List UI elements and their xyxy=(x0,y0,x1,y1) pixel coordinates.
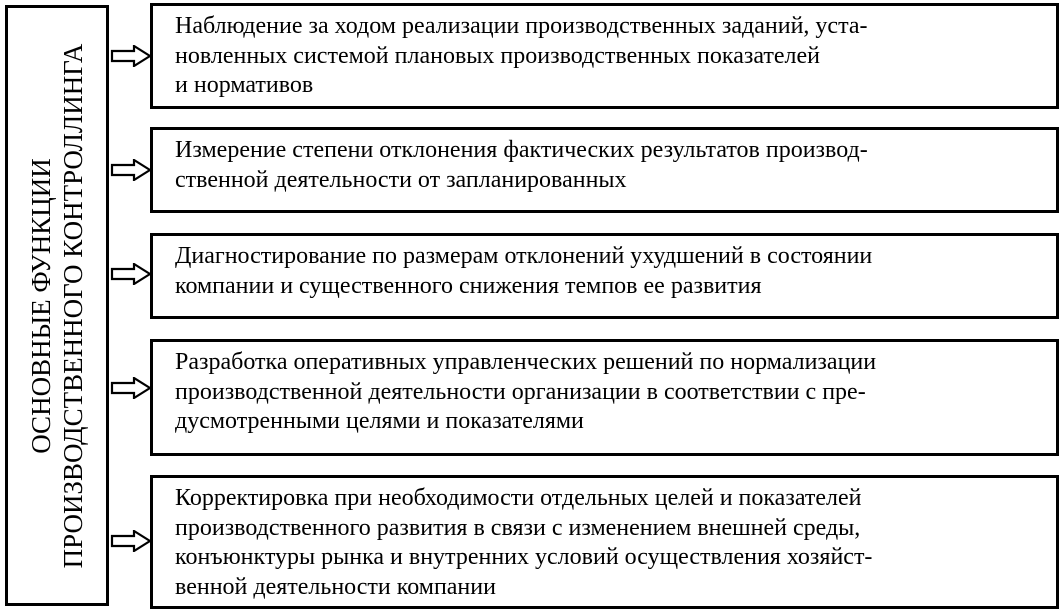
function-text-line: Наблюдение за ходом реализации производственных заданий, уста- xyxy=(175,13,868,39)
arrow-right-icon xyxy=(110,377,152,399)
function-text-line: Корректировка при необходимости отдельных целей и показателей xyxy=(175,485,862,511)
function-text-line: новленных системой плановых производственных показателей xyxy=(175,42,820,69)
function-box-correction xyxy=(150,475,1059,609)
arrow-right-icon xyxy=(110,159,152,181)
arrow-right-icon xyxy=(110,263,152,285)
function-box-observation xyxy=(150,3,1059,109)
function-text-line: ственной деятельности от запланированных xyxy=(175,166,627,193)
function-box-measurement xyxy=(150,127,1059,213)
arrow-right-icon xyxy=(110,45,152,67)
function-text-line: венной деятельности компании xyxy=(175,573,496,600)
main-category-label-line: ОСНОВНЫЕ ФУНКЦИИ xyxy=(26,157,56,454)
function-text-line: Диагностирование по размерам отклонений ухудшений в состоянии xyxy=(175,243,873,269)
function-text-line: Разработка оперативных управленческих решений по нормализации xyxy=(175,349,877,375)
function-box-diagnostics xyxy=(150,233,1059,319)
main-category-label-line: ПРОИЗВОДСТВЕННОГО КОНТРОЛЛИНГА xyxy=(58,43,88,568)
function-text-line: конъюнктуры рынка и внутренних условий осуществления хозяйст- xyxy=(175,544,873,570)
arrow-right-icon xyxy=(110,530,152,552)
main-category-box xyxy=(5,5,109,606)
function-text-line: производственного развития в связи с изменением внешней среды, xyxy=(175,514,861,541)
function-text-line: и нормативов xyxy=(175,72,314,98)
function-text-line: компании и существенного снижения темпов ее развития xyxy=(175,272,762,299)
function-box-decisions xyxy=(150,339,1059,456)
main-category-label xyxy=(25,11,89,601)
function-text-line: производственной деятельности организации в соответствии с пре- xyxy=(175,378,866,405)
function-text-line: Измерение степени отклонения фактических результатов производ- xyxy=(175,137,868,163)
function-text-line: дусмотренными целями и показателями xyxy=(175,408,584,434)
